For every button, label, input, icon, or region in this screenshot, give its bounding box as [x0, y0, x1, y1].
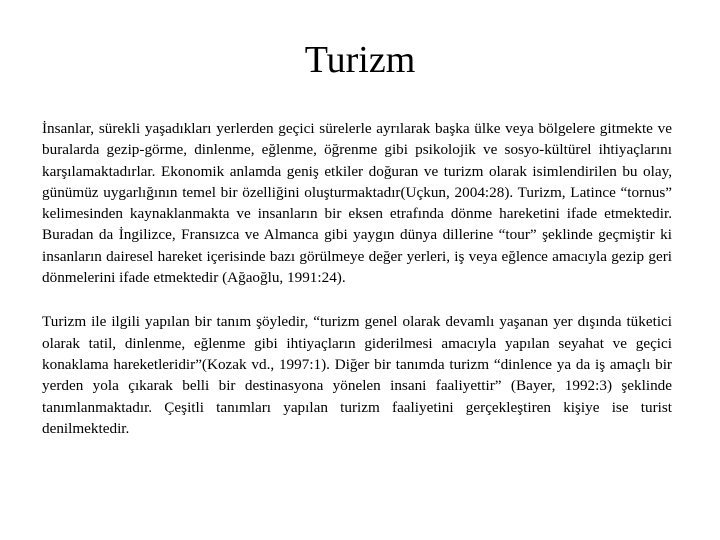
slide-title: Turizm	[304, 39, 416, 81]
paragraph-1: İnsanlar, sürekli yaşadıkları yerlerden geçici sürelerle ayrılarak başka ülke veya bölgelere gitmekte ve buralarda gezip-görme, dinlenme, eğlenme, öğrenme gibi psikolojik ve sosyo-kültürel ihtiyaçlarını karşılamaktadırlar. Ekonomik anlamda geniş etkiler doğuran ve turizm olarak isimlendirilen bu olay, günümüz uygarlığının temel bir özelliğini oluşturmaktadır(Uçkun, 2004:28). Turizm, Latince “tornus” kelimesinden kaynaklanmakta ve insanların bir eksen etrafında dönme hareketini ifade etmektedir. Buradan da İngilizce, Fransızca ve Almanca gibi yaygın dünya dillerine “tour” şeklinde geçmiştir ki insanların dairesel hareket içerisinde bazı görülmeye değer yerleri, iş veya eğlence amacıyla gezip geri dönmelerini ifade etmektedir (Ağaoğlu, 1991:24).	[42, 120, 672, 287]
slide-body	[42, 118, 672, 439]
paragraph-2: Turizm ile ilgili yapılan bir tanım şöyledir, “turizm genel olarak devamlı yaşanan yer dışında tüketici olarak tatil, dinlenme, eğlenme gibi ihtiyaçların giderilmesi amacıyla yapılan seyahat ve geçici konaklama hareketleridir”(Kozak vd., 1997:1). Diğer bir tanımda turizm “dinlence ya da iş amaçlı bir yerden yola çıkarak belli bir destinasyona yönelen insani faaliyettir” (Bayer, 1992:3) şeklinde tanımlanmaktadır. Çeşitli tanımları yapılan turizm faaliyetini gerçekleştiren kişiye ise turist denilmektedir.	[42, 313, 672, 437]
